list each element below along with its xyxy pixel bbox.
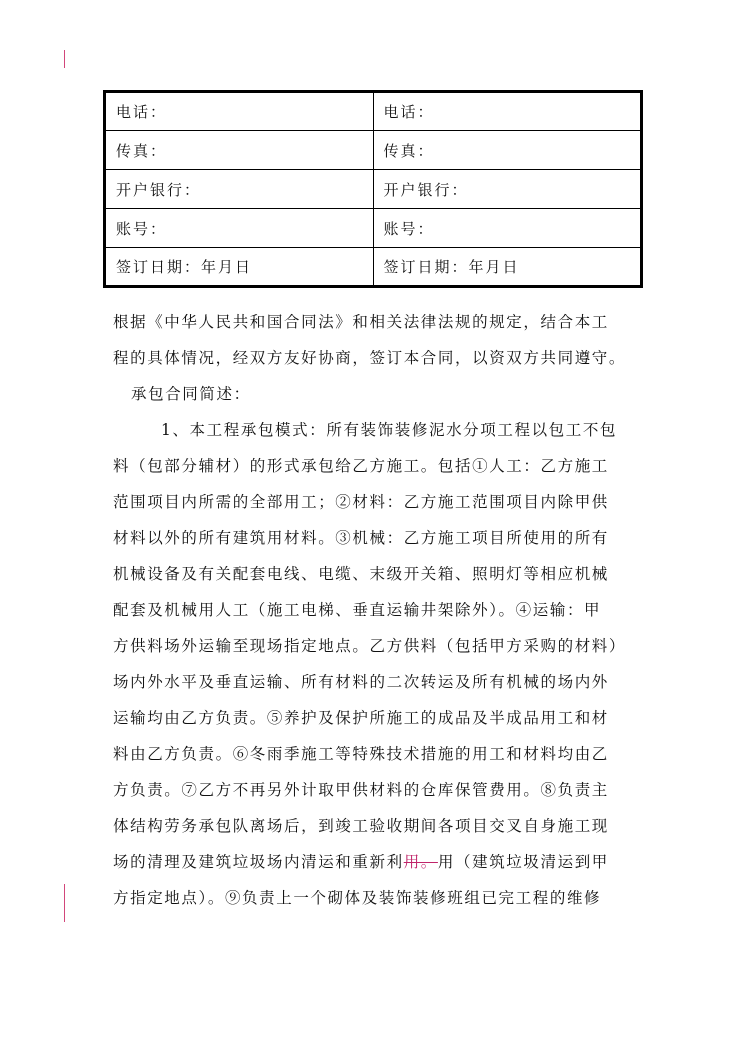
table-row bbox=[105, 92, 642, 131]
clause-line: 方供料场外运输至现场指定地点。乙方供料（包括甲方采购的材料） bbox=[113, 637, 627, 655]
revised-text-before: 场的清理及建筑垃圾场内清运和重新利 bbox=[113, 853, 404, 871]
clause-line: 运输均由乙方负责。⑤养护及保护所施工的成品及半成品用工和材 bbox=[113, 709, 609, 727]
table-row bbox=[105, 209, 642, 248]
revision-margin-mark bbox=[64, 50, 65, 68]
table-row bbox=[105, 131, 642, 170]
deleted-text: 用。 bbox=[403, 853, 438, 871]
clause-line: 料（包部分辅材）的形式承包给乙方施工。包括①人工：乙方施工 bbox=[113, 457, 609, 475]
summary-heading: 承包合同简述： bbox=[131, 385, 251, 403]
table-row bbox=[105, 170, 642, 209]
table-row bbox=[105, 248, 642, 287]
party-a-phone: 电话： bbox=[105, 92, 374, 131]
revision-margin-mark bbox=[64, 884, 65, 922]
party-b-bank: 开户银行： bbox=[373, 170, 642, 209]
clause-line: 场内外水平及垂直运输、所有材料的二次转运及所有机械的场内外 bbox=[113, 673, 609, 691]
party-a-account: 账号： bbox=[105, 209, 374, 248]
clause-line: 方负责。⑦乙方不再另外计取甲供材料的仓库保管费用。⑧负责主 bbox=[113, 781, 609, 799]
party-info-table bbox=[103, 90, 643, 288]
intro-line: 程的具体情况，经双方友好协商，签订本合同，以资双方共同遵守。 bbox=[113, 349, 627, 367]
contract-body bbox=[113, 304, 643, 916]
clause-line: 1、本工程承包模式：所有装饰装修泥水分项工程以包工不包 bbox=[161, 421, 618, 439]
clause-line: 配套及机械用人工（施工电梯、垂直运输井架除外）。④运输：甲 bbox=[113, 601, 602, 619]
clause-line: 体结构劳务承包队离场后，到竣工验收期间各项目交叉自身施工现 bbox=[113, 817, 609, 835]
party-b-account: 账号： bbox=[373, 209, 642, 248]
clause-line: 机械设备及有关配套电线、电缆、末级开关箱、照明灯等相应机械 bbox=[113, 565, 609, 583]
revised-text-after: 用（建筑垃圾清运到甲 bbox=[437, 853, 609, 871]
party-b-fax: 传真： bbox=[373, 131, 642, 170]
party-b-phone: 电话： bbox=[373, 92, 642, 131]
party-b-sign-date: 签订日期：年月日 bbox=[373, 248, 642, 287]
clause-line-revised bbox=[113, 844, 643, 880]
party-a-bank: 开户银行： bbox=[105, 170, 374, 209]
intro-line: 根据《中华人民共和国合同法》和相关法律法规的规定，结合本工 bbox=[113, 313, 609, 331]
clause-line: 范围项目内所需的全部用工；②材料：乙方施工范围项目内除甲供 bbox=[113, 493, 609, 511]
party-a-fax: 传真： bbox=[105, 131, 374, 170]
party-a-sign-date: 签订日期：年月日 bbox=[105, 248, 374, 287]
clause-line: 方指定地点）。⑨负责上一个砌体及装饰装修班组已完工程的维修 bbox=[113, 889, 602, 907]
clause-line: 材料以外的所有建筑用材料。③机械：乙方施工项目所使用的所有 bbox=[113, 529, 609, 547]
clause-line: 料由乙方负责。⑥冬雨季施工等特殊技术措施的用工和材料均由乙 bbox=[113, 745, 609, 763]
